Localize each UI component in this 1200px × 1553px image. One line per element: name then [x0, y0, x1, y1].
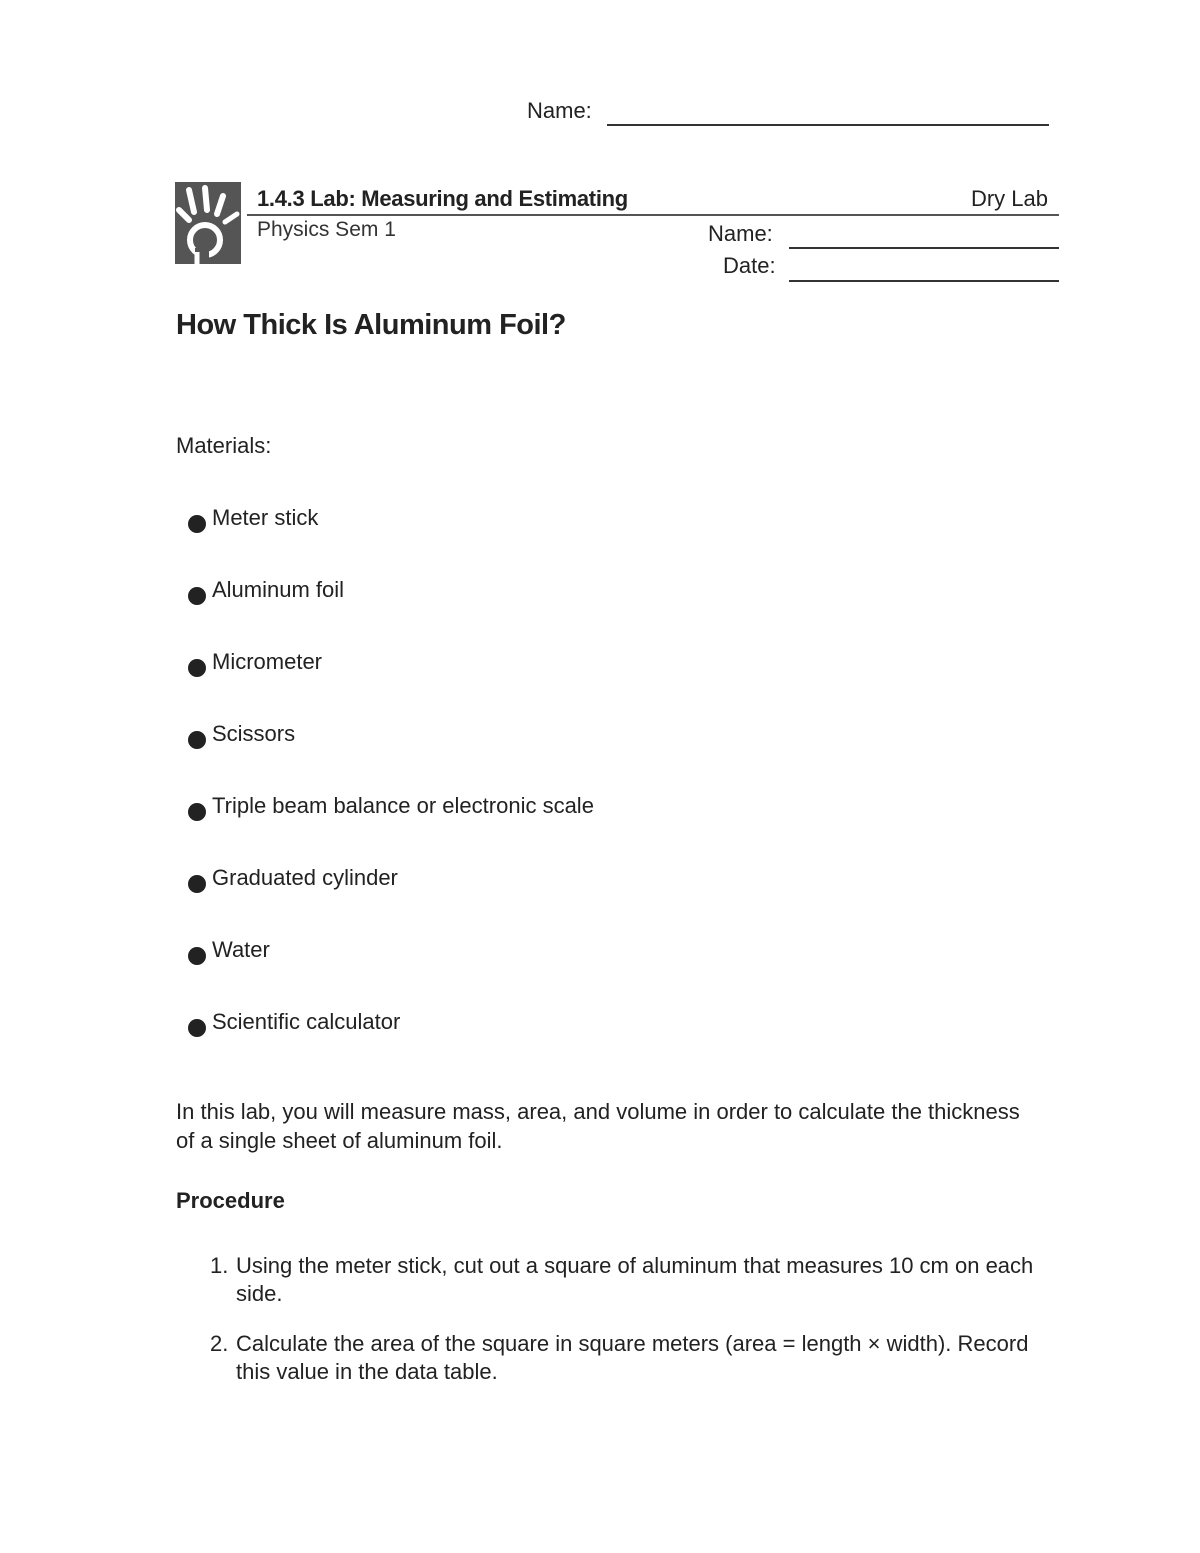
course-name: Physics Sem 1: [257, 218, 396, 241]
header-date-label: Date:: [723, 253, 776, 278]
list-item: Scissors: [188, 721, 594, 793]
page-title: How Thick Is Aluminum Foil?: [176, 309, 566, 341]
step-text: Using the meter stick, cut out a square of aluminum that measures 10 cm on each side.: [236, 1253, 1034, 1306]
bullet-icon: [188, 947, 206, 965]
bullet-icon: [188, 1019, 206, 1037]
list-item: Graduated cylinder: [188, 865, 594, 937]
intro-paragraph: In this lab, you will measure mass, area, and volume in order to calculate the thickness of a single sheet of aluminum foil.: [176, 1099, 1020, 1153]
bullet-icon: [188, 803, 206, 821]
list-item: Micrometer: [188, 649, 594, 721]
header-divider: [247, 214, 1059, 216]
procedure-step: [210, 1252, 1050, 1308]
list-item: Triple beam balance or electronic scale: [188, 793, 594, 865]
procedure-steps: [210, 1252, 1050, 1408]
top-name-label: Name:: [527, 98, 592, 123]
header-name-label: Name:: [708, 221, 773, 246]
step-text: Calculate the area of the square in square meters (area = length × width). Record this value in the data table.: [236, 1331, 1029, 1384]
bullet-icon: [188, 659, 206, 677]
list-item: Aluminum foil: [188, 577, 594, 649]
header-name-field[interactable]: [789, 247, 1059, 249]
list-item: Water: [188, 937, 594, 1009]
bullet-icon: [188, 875, 206, 893]
step-number: 1.: [210, 1253, 229, 1278]
lab-title: 1.4.3 Lab: Measuring and Estimating: [257, 186, 628, 211]
lab-type-label: Dry Lab: [970, 186, 1048, 211]
list-item: Scientific calculator: [188, 1009, 594, 1081]
materials-heading: Materials:: [176, 433, 272, 458]
bullet-icon: [188, 731, 206, 749]
header-date-field[interactable]: [789, 280, 1059, 282]
step-number: 2.: [210, 1331, 229, 1356]
top-name-field[interactable]: [607, 124, 1049, 126]
bullet-icon: [188, 515, 206, 533]
lightbulb-logo-icon: [175, 182, 241, 264]
procedure-heading: Procedure: [176, 1188, 285, 1213]
list-item: Meter stick: [188, 505, 594, 577]
procedure-step: [210, 1330, 1050, 1386]
bullet-icon: [188, 587, 206, 605]
materials-list: [188, 505, 594, 1081]
